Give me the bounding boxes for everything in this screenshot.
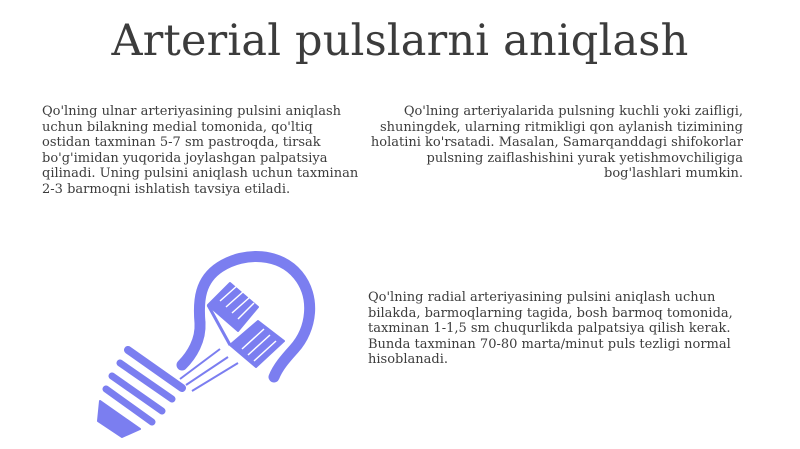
- paragraph-ulnar-pulse: Qo'lning ulnar arteriyasining pulsini aniqlash uchun bilakning medial tomonida, qo'ltiq ostidan taxminan 5-7 sm pastroqda, tirsak bo'g'imidan yuqorida joylashgan palpatsiya qilinadi. Uning pulsini aniqlash uchun taxminan 2-3 barmoqni ishlatish tavsiya etiladi.: [42, 104, 359, 197]
- slide-title: Arterial pulslarni aniqlash: [111, 16, 689, 66]
- lightbulb-book-icon: [80, 245, 330, 445]
- paragraph-pulse-strength: Qo'lning arteriyalarida pulsning kuchli yoki zaifligi, shuningdek, ularning ritmikligi qon aylanish tizimining holatini ko'rsatadi. Masalan, Samarqanddagi shifokorlar pulsning zaiflashishini yurak yetishmovchiligiga bog'lashlari mumkin.: [370, 104, 743, 181]
- paragraph-radial-pulse: Qo'lning radial arteriyasining pulsini aniqlash uchun bilakda, barmoqlarning tagida, bosh barmoq tomonida, taxminan 1-1,5 sm chuqurlikda palpatsiya qilish kerak. Bunda taxminan 70-80 marta/minut puls tezligi normal hisoblanadi.: [368, 290, 733, 367]
